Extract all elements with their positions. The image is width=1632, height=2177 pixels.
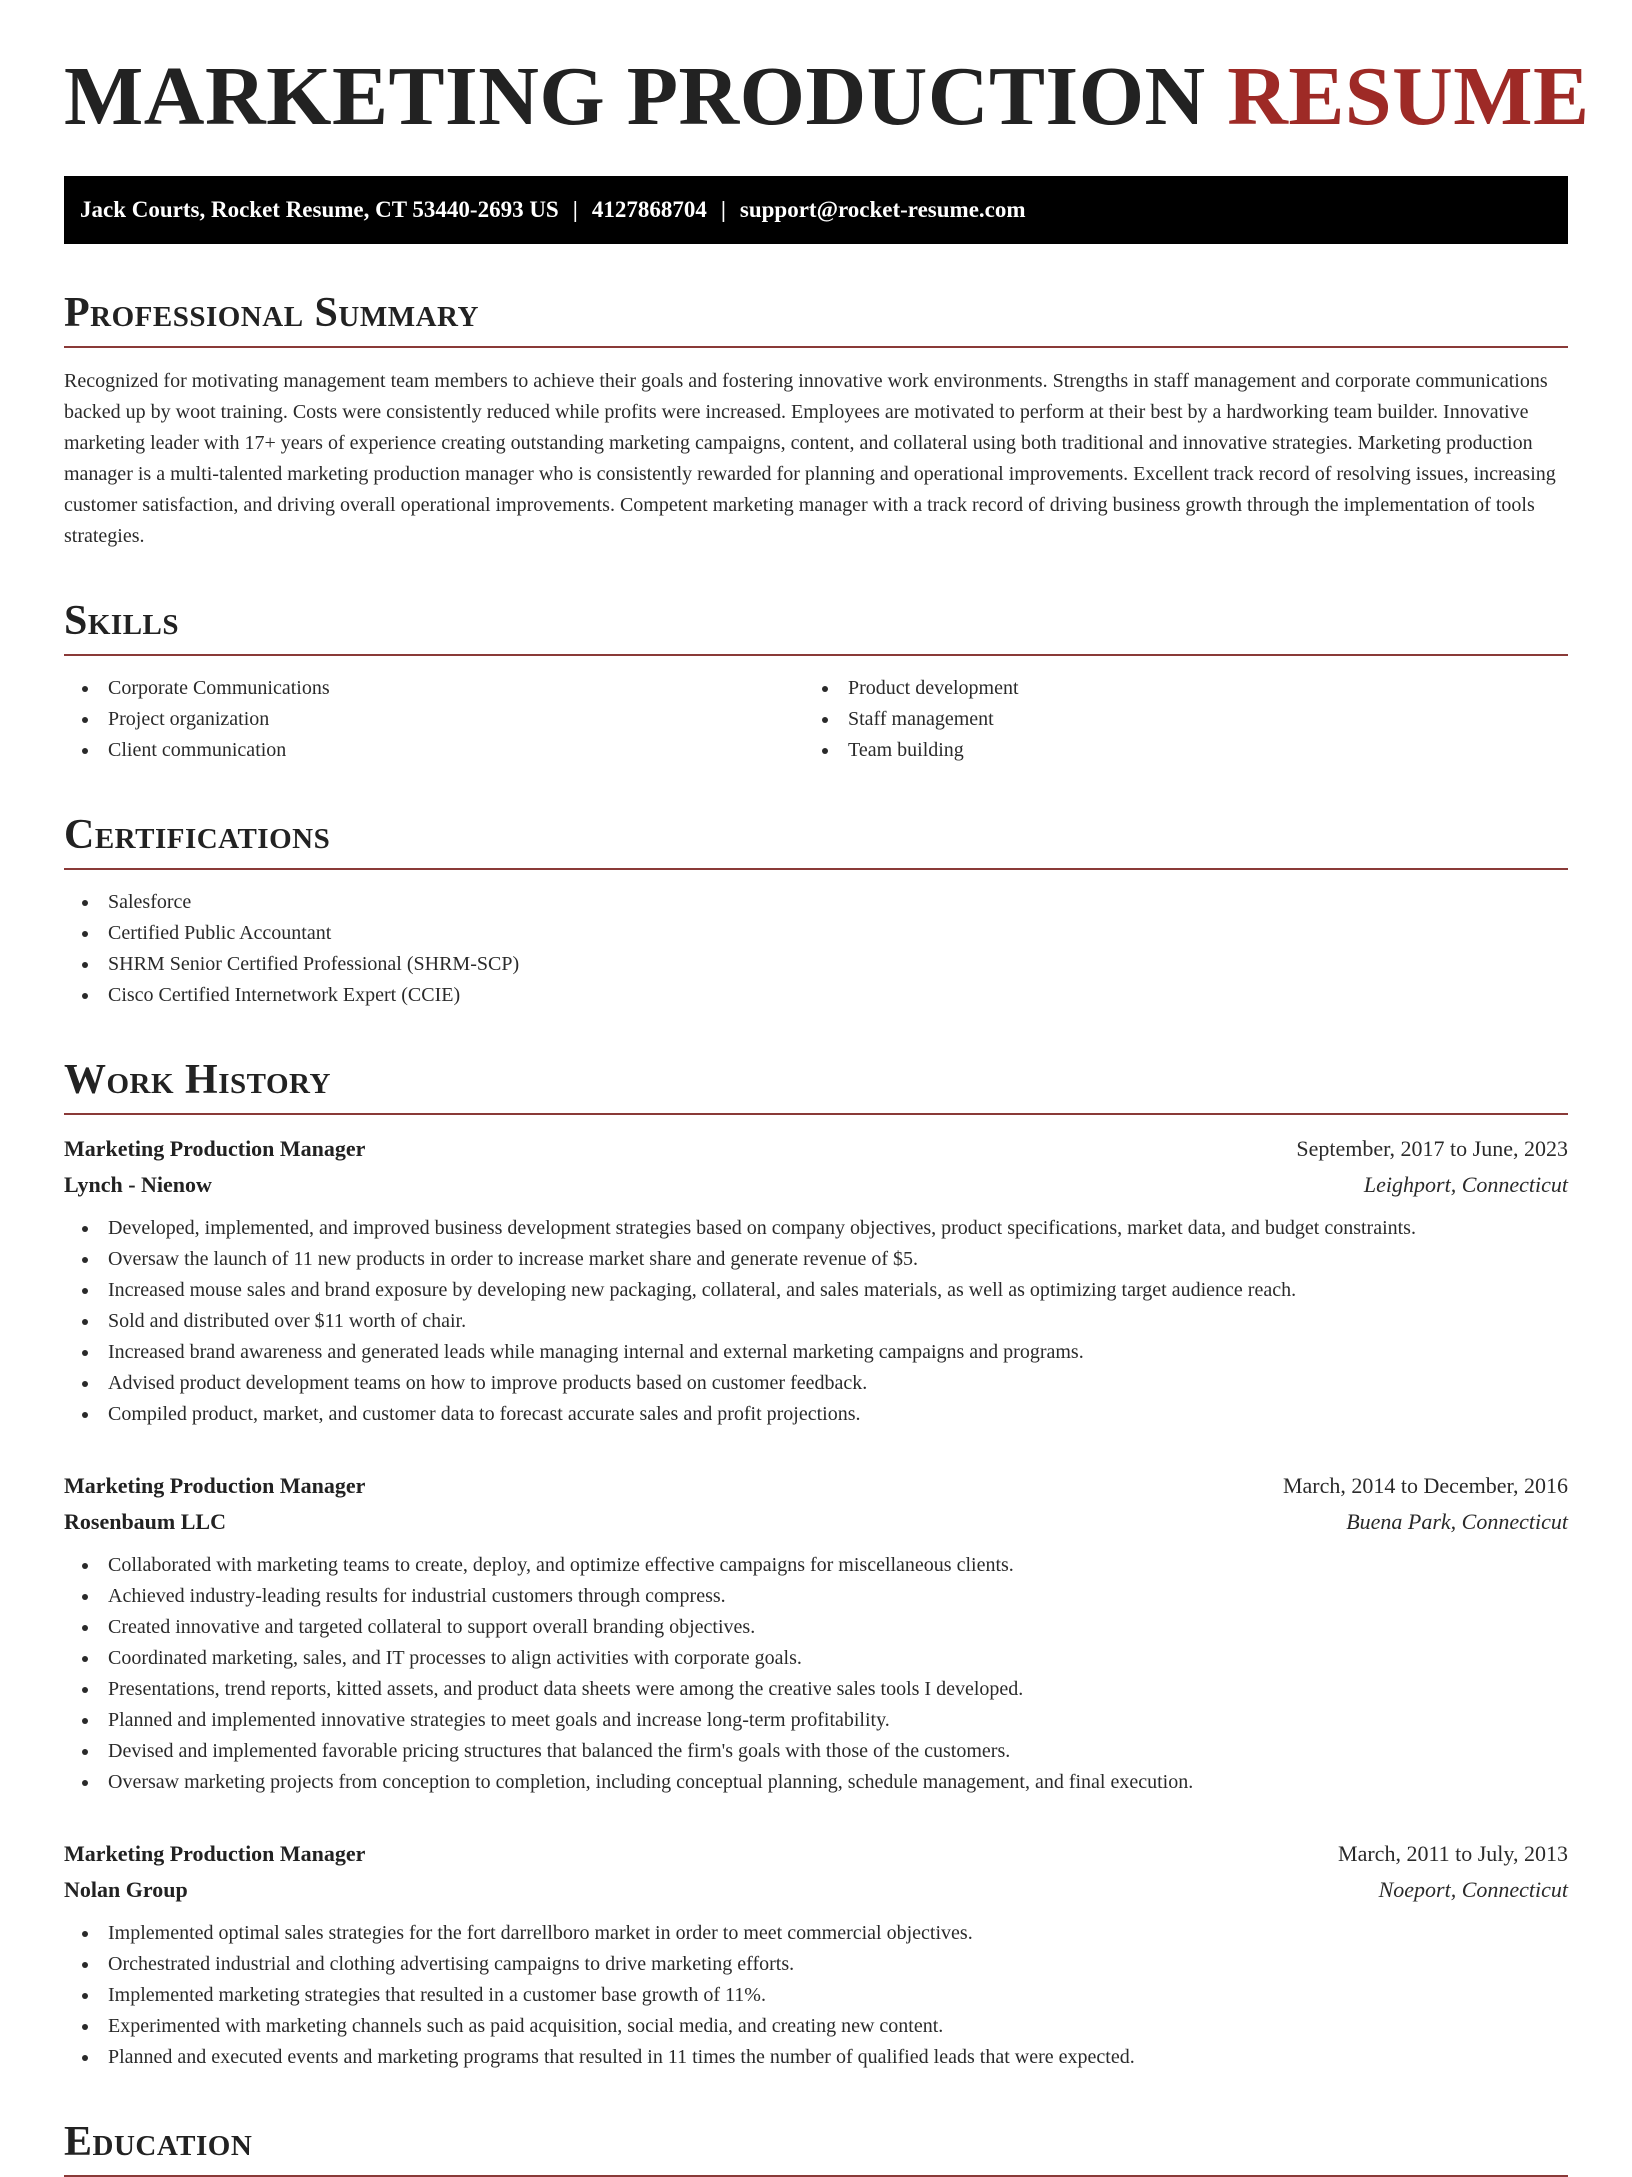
certification-item: Salesforce [64, 887, 1568, 918]
skill-item: Project organization [64, 704, 804, 735]
job-bullet: Increased mouse sales and brand exposure by developing new packaging, collateral, and sales materials, as well as optimizing target audience reach. [64, 1275, 1568, 1306]
title-accent: RESUME [1227, 50, 1590, 143]
summary-section [64, 288, 1568, 552]
job-title: Marketing Production Manager [64, 1136, 366, 1161]
job-header-row [64, 1131, 1568, 1167]
skill-item: Corporate Communications [64, 673, 804, 704]
contact-phone: 4127868704 [591, 197, 707, 222]
certifications-section [64, 810, 1568, 1011]
job-location: Noeport, Connecticut [1378, 1877, 1568, 1902]
job-entry [64, 1468, 1568, 1798]
job-bullet: Planned and executed events and marketing programs that resulted in 11 times the number of qualified leads that were expected. [64, 2042, 1568, 2073]
job-dates: September, 2017 to June, 2023 [1296, 1136, 1568, 1161]
resume-page [64, 0, 1590, 2177]
job-bullet: Orchestrated industrial and clothing advertising campaigns to drive marketing efforts. [64, 1949, 1568, 1980]
skills-grid [64, 656, 1568, 766]
job-bullet: Sold and distributed over $11 worth of chair. [64, 1306, 1568, 1337]
work-history-heading: Work History [64, 1055, 1568, 1115]
certification-item: Cisco Certified Internetwork Expert (CCIE) [64, 980, 1568, 1011]
job-bullet: Created innovative and targeted collateral to support overall branding objectives. [64, 1612, 1568, 1643]
education-section [64, 2117, 1568, 2177]
skill-item: Staff management [804, 704, 1544, 735]
job-location: Leighport, Connecticut [1363, 1172, 1568, 1197]
job-bullet: Increased brand awareness and generated leads while managing internal and external marketing campaigns and programs. [64, 1337, 1568, 1368]
job-company: Nolan Group [64, 1877, 188, 1902]
job-bullet: Presentations, trend reports, kitted assets, and product data sheets were among the creative sales tools I developed. [64, 1674, 1568, 1705]
job-bullets [64, 1550, 1568, 1798]
title-main: MARKETING PRODUCTION [64, 50, 1206, 143]
contact-email: support@rocket-resume.com [739, 197, 1026, 222]
certification-item: Certified Public Accountant [64, 918, 1568, 949]
job-dates: March, 2014 to December, 2016 [1282, 1473, 1568, 1498]
job-bullet: Devised and implemented favorable pricing structures that balanced the firm's goals with those of the customers. [64, 1736, 1568, 1767]
job-company: Lynch - Nienow [64, 1172, 212, 1197]
job-bullet: Implemented marketing strategies that resulted in a customer base growth of 11%. [64, 1980, 1568, 2011]
job-bullet: Collaborated with marketing teams to create, deploy, and optimize effective campaigns for miscellaneous clients. [64, 1550, 1568, 1581]
job-dates: March, 2011 to July, 2013 [1338, 1841, 1568, 1866]
job-bullet: Coordinated marketing, sales, and IT processes to align activities with corporate goals. [64, 1643, 1568, 1674]
contact-bar [64, 176, 1568, 244]
skill-item: Product development [804, 673, 1544, 704]
job-bullet: Oversaw marketing projects from conception to completion, including conceptual planning, schedule management, and final execution. [64, 1767, 1568, 1798]
job-company: Rosenbaum LLC [64, 1509, 226, 1534]
skills-list-left [64, 673, 804, 766]
certifications-heading: Certifications [64, 810, 1568, 870]
job-bullet: Achieved industry-leading results for industrial customers through compress. [64, 1581, 1568, 1612]
job-entry [64, 1836, 1568, 2073]
skill-item: Client communication [64, 735, 804, 766]
job-title: Marketing Production Manager [64, 1841, 366, 1866]
job-title: Marketing Production Manager [64, 1473, 366, 1498]
skill-item: Team building [804, 735, 1544, 766]
job-bullets [64, 1213, 1568, 1430]
job-bullet: Developed, implemented, and improved business development strategies based on company objectives, product specifications, market data, and budget constraints. [64, 1213, 1568, 1244]
contact-separator: | [720, 197, 726, 222]
job-company-row [64, 1504, 1568, 1540]
contact-separator: | [572, 197, 578, 222]
summary-heading: Professional Summary [64, 288, 1568, 348]
job-bullet: Planned and implemented innovative strategies to meet goals and increase long-term profitability. [64, 1705, 1568, 1736]
job-bullet: Advised product development teams on how to improve products based on customer feedback. [64, 1368, 1568, 1399]
work-history-section [64, 1055, 1568, 2073]
job-bullet: Implemented optimal sales strategies for the fort darrellboro market in order to meet commercial objectives. [64, 1918, 1568, 1949]
certification-item: SHRM Senior Certified Professional (SHRM-SCP) [64, 949, 1568, 980]
job-bullet: Oversaw the launch of 11 new products in order to increase market share and generate revenue of $5. [64, 1244, 1568, 1275]
skills-section [64, 596, 1568, 766]
job-header-row [64, 1836, 1568, 1872]
job-company-row [64, 1872, 1568, 1908]
certifications-list [64, 887, 1568, 1011]
contact-address: Jack Courts, Rocket Resume, CT 53440-2693 US [80, 197, 559, 222]
skills-heading: Skills [64, 596, 1568, 656]
job-company-row [64, 1167, 1568, 1203]
resume-title [64, 0, 1590, 143]
education-heading: Education [64, 2117, 1568, 2177]
job-bullet: Compiled product, market, and customer data to forecast accurate sales and profit projections. [64, 1399, 1568, 1430]
job-bullet: Experimented with marketing channels such as paid acquisition, social media, and creating new content. [64, 2011, 1568, 2042]
job-location: Buena Park, Connecticut [1346, 1509, 1568, 1534]
job-header-row [64, 1468, 1568, 1504]
skills-list-right [804, 673, 1544, 766]
job-entry [64, 1131, 1568, 1430]
job-bullets [64, 1918, 1568, 2073]
summary-text: Recognized for motivating management team members to achieve their goals and fostering innovative work environments. Strengths in staff management and corporate communications backed up by woot training. Costs were consistently reduced while profits were increased. Employees are motivated to perform at their best by a hardworking team builder. Innovative marketing leader with 17+ years of experience creating outstanding marketing campaigns, content, and collateral using both traditional and innovative strategies. Marketing production manager is a multi-talented marketing production manager who is consistently rewarded for planning and operational improvements. Excellent track record of resolving issues, increasing customer satisfaction, and driving overall operational improvements. Competent marketing manager with a track record of driving business growth through the implementation of tools strategies. [64, 370, 1556, 547]
